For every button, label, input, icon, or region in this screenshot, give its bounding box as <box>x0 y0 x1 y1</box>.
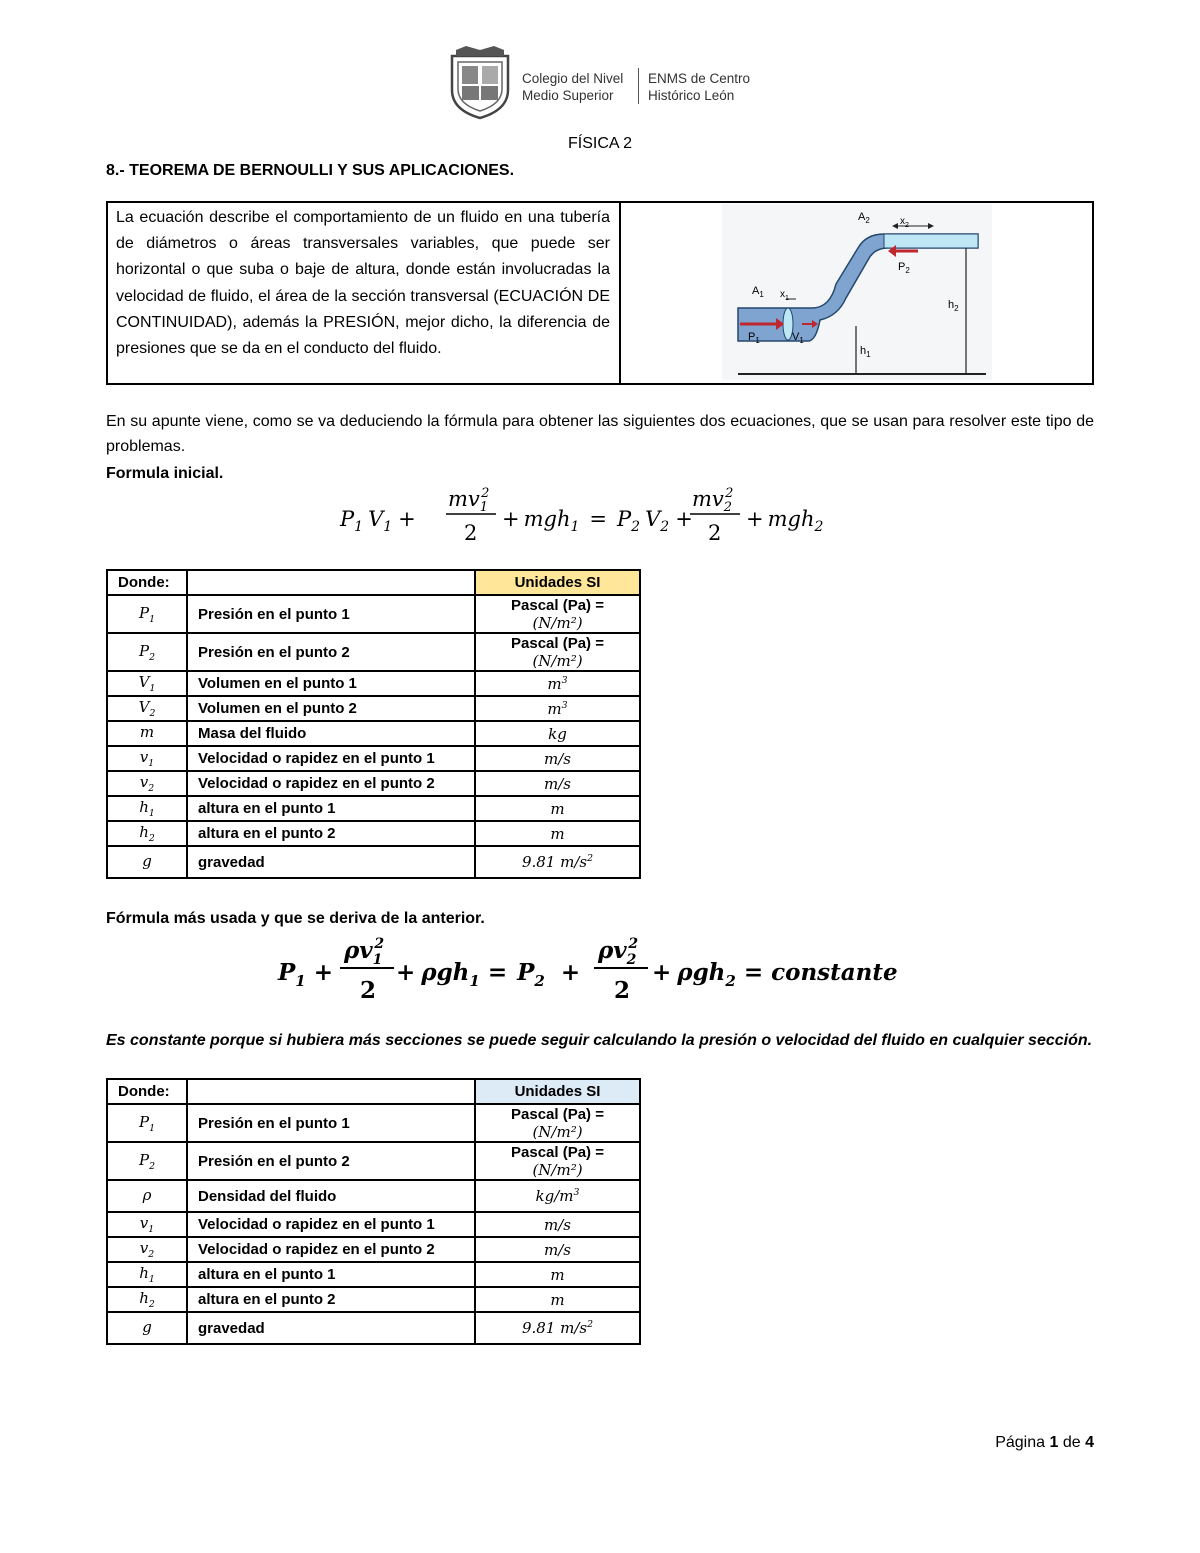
unit-cell: m <box>475 1262 640 1287</box>
unit-cell: m/s <box>475 746 640 771</box>
symbol-cell: g <box>107 1312 187 1344</box>
table-header-row <box>107 570 640 595</box>
unit-cell: Pascal (Pa) = (N/m²) <box>475 633 640 671</box>
symbol-cell: ρ <box>107 1180 187 1212</box>
label-V1: $V_1$ <box>792 331 804 345</box>
description-cell: Presión en el punto 2 <box>187 1142 475 1180</box>
table-header-row <box>107 1079 640 1104</box>
table-row <box>107 1212 640 1237</box>
header-where: Donde: <box>107 1079 187 1104</box>
unit-cell: $m^3$ <box>475 671 640 696</box>
header-units: Unidades SI <box>475 570 640 595</box>
table-row <box>107 1180 640 1212</box>
symbol-cell: $V_1$ <box>107 671 187 696</box>
description-cell: altura en el punto 1 <box>187 1262 475 1287</box>
description-cell: Presión en el punto 1 <box>187 1104 475 1142</box>
label-P2: $P_2$ <box>898 261 910 275</box>
table-row <box>107 1237 640 1262</box>
symbol-cell: $P_2$ <box>107 633 187 671</box>
table-row <box>107 821 640 846</box>
label-A1: $A_1$ <box>752 285 764 299</box>
units-table-2 <box>106 1078 641 1345</box>
svg-text:2: 2 <box>360 977 377 1004</box>
symbol-cell: $h_2$ <box>107 821 187 846</box>
description-cell: altura en el punto 2 <box>187 1287 475 1312</box>
unit-cell: m <box>475 796 640 821</box>
description-cell: altura en el punto 2 <box>187 821 475 846</box>
unit-cell: m/s <box>475 771 640 796</box>
svg-text:ρv22: $\rho v_22$ <box>598 936 639 968</box>
formula-1-label: Formula inicial. <box>106 465 224 482</box>
label-x1: $x_1$ <box>780 289 789 302</box>
table-row <box>107 746 640 771</box>
intro-text: La ecuación describe el comportamiento de un fluido en una tubería de diámetros o áreas transversales variables, que puede ser horizontal o que suba o baje de altura, donde están involucradas la velocidad de fluido, el área de la sección transversal (ECUACIÓN DE CONTINUIDAD), además la PRESIÓN, mejor dicho, la diferencia de presiones que se da en el conducto del fluido. <box>116 209 610 358</box>
label-x2: $x_2$ <box>900 216 909 229</box>
svg-text:2: 2 <box>708 521 722 545</box>
table-row <box>107 671 640 696</box>
brand-school-name: ENMS de Centro Histórico León <box>648 71 751 103</box>
symbol-cell: $P_1$ <box>107 595 187 633</box>
unit-cell: m <box>475 821 640 846</box>
unit-cell: Pascal (Pa) = (N/m²) <box>475 1142 640 1180</box>
table-row <box>107 721 640 746</box>
description-cell: gravedad <box>187 846 475 878</box>
brand-separator <box>638 68 639 104</box>
svg-text:+mgh1=P2V2+: + $mgh_1 = P_2$ $V_2$ + <box>502 507 693 535</box>
unit-cell: m/s <box>475 1237 640 1262</box>
symbol-cell: m <box>107 721 187 746</box>
intro-box-divider <box>619 201 621 385</box>
unit-cell: kg <box>475 721 640 746</box>
unit-cell: Pascal (Pa) = (N/m²) <box>475 595 640 633</box>
symbol-cell: $h_1$ <box>107 796 187 821</box>
brand-college-name: Colegio del Nivel Medio Superior <box>522 71 624 103</box>
description-cell: Presión en el punto 2 <box>187 633 475 671</box>
units-table-1 <box>106 569 641 879</box>
description-cell: Velocidad o rapidez en el punto 2 <box>187 771 475 796</box>
unit-n-over-m2: (N/m²) <box>532 1123 583 1141</box>
svg-text:mv12: $mv_12$ <box>448 486 490 515</box>
table-row <box>107 696 640 721</box>
description-cell: gravedad <box>187 1312 475 1344</box>
table-row <box>107 846 640 878</box>
svg-text:2: 2 <box>464 521 478 545</box>
course-title: FÍSICA 2 <box>567 135 633 152</box>
label-h2: $h_2$ <box>948 299 959 313</box>
symbol-cell: $v_2$ <box>107 771 187 796</box>
symbol-cell: $v_1$ <box>107 1212 187 1237</box>
svg-text:+mgh2: + mgh$_2$ <box>746 507 824 535</box>
label-P1: $P_1$ <box>748 331 760 345</box>
unit-cell: 9.81 $m/s^2$ <box>475 846 640 878</box>
symbol-cell: $v_2$ <box>107 1237 187 1262</box>
symbol-cell: $v_1$ <box>107 746 187 771</box>
table-row <box>107 1312 640 1344</box>
unit-n-over-m2: (N/m²) <box>532 614 583 632</box>
unit-n-over-m2: (N/m²) <box>532 1161 583 1179</box>
header-empty <box>187 570 475 595</box>
page-footer: Página 1 de 4 <box>995 1434 1094 1451</box>
unit-cell: $kg/m^3$ <box>475 1180 640 1212</box>
description-cell: Densidad del fluido <box>187 1180 475 1212</box>
table-row <box>107 1262 640 1287</box>
formula-2-label: Fórmula más usada y que se deriva de la anterior. <box>106 910 485 927</box>
unit-cell: m <box>475 1287 640 1312</box>
svg-text:+ρgh1=P2+: + $\rho gh_1 = P_2$ + <box>396 959 581 990</box>
unit-n-over-m2: (N/m²) <box>532 652 583 670</box>
svg-text:+ρgh2=constante: + ρgh$_2$ = constante <box>652 959 898 990</box>
table-row <box>107 1142 640 1180</box>
unit-cell: 9.81 $m/s^2$ <box>475 1312 640 1344</box>
description-cell: Volumen en el punto 2 <box>187 696 475 721</box>
formula-bernoulli <box>276 928 936 1008</box>
symbol-cell: $h_1$ <box>107 1262 187 1287</box>
college-crest-logo <box>446 46 514 120</box>
svg-text:ρv12: $\rho v_12$ <box>344 936 385 968</box>
svg-text:mv22: $mv_22$ <box>692 486 734 515</box>
bernoulli-pipe-diagram <box>722 204 992 380</box>
label-A2: $A_2$ <box>858 211 870 225</box>
description-cell: Velocidad o rapidez en el punto 2 <box>187 1237 475 1262</box>
intro-paragraph: En su apunte viene, como se va deduciendo la fórmula para obtener las siguientes dos ecuaciones, que se usan para resolver este tipo de problemas. <box>106 413 1094 455</box>
formula-initial <box>330 480 850 550</box>
section-title: 8.- TEOREMA DE BERNOULLI Y SUS APLICACIONES. <box>106 162 515 179</box>
unit-cell: $m^3$ <box>475 696 640 721</box>
table-row <box>107 1104 640 1142</box>
description-cell: altura en el punto 1 <box>187 796 475 821</box>
svg-text:2: 2 <box>614 977 631 1004</box>
table-row <box>107 595 640 633</box>
label-h1: $h_1$ <box>860 345 871 359</box>
symbol-cell: $h_2$ <box>107 1287 187 1312</box>
svg-text:P1+: $P_1$ + <box>278 959 334 990</box>
table-row <box>107 1287 640 1312</box>
symbol-cell: $P_1$ <box>107 1104 187 1142</box>
table-row <box>107 796 640 821</box>
header-where: Donde: <box>107 570 187 595</box>
table-row <box>107 771 640 796</box>
description-cell: Masa del fluido <box>187 721 475 746</box>
svg-text:P1V1+: $P_1$ $V_1$ + <box>340 507 416 535</box>
symbol-cell: g <box>107 846 187 878</box>
constant-note: Es constante porque si hubiera más secciones se puede seguir calculando la presión o velocidad del fluido en cualquier sección. <box>106 1032 1093 1049</box>
description-cell: Velocidad o rapidez en el punto 1 <box>187 746 475 771</box>
header-units: Unidades SI <box>475 1079 640 1104</box>
unit-cell: Pascal (Pa) = (N/m²) <box>475 1104 640 1142</box>
symbol-cell: $V_2$ <box>107 696 187 721</box>
unit-cell: m/s <box>475 1212 640 1237</box>
description-cell: Volumen en el punto 1 <box>187 671 475 696</box>
table-row <box>107 633 640 671</box>
description-cell: Presión en el punto 1 <box>187 595 475 633</box>
symbol-cell: $P_2$ <box>107 1142 187 1180</box>
description-cell: Velocidad o rapidez en el punto 1 <box>187 1212 475 1237</box>
header-empty <box>187 1079 475 1104</box>
